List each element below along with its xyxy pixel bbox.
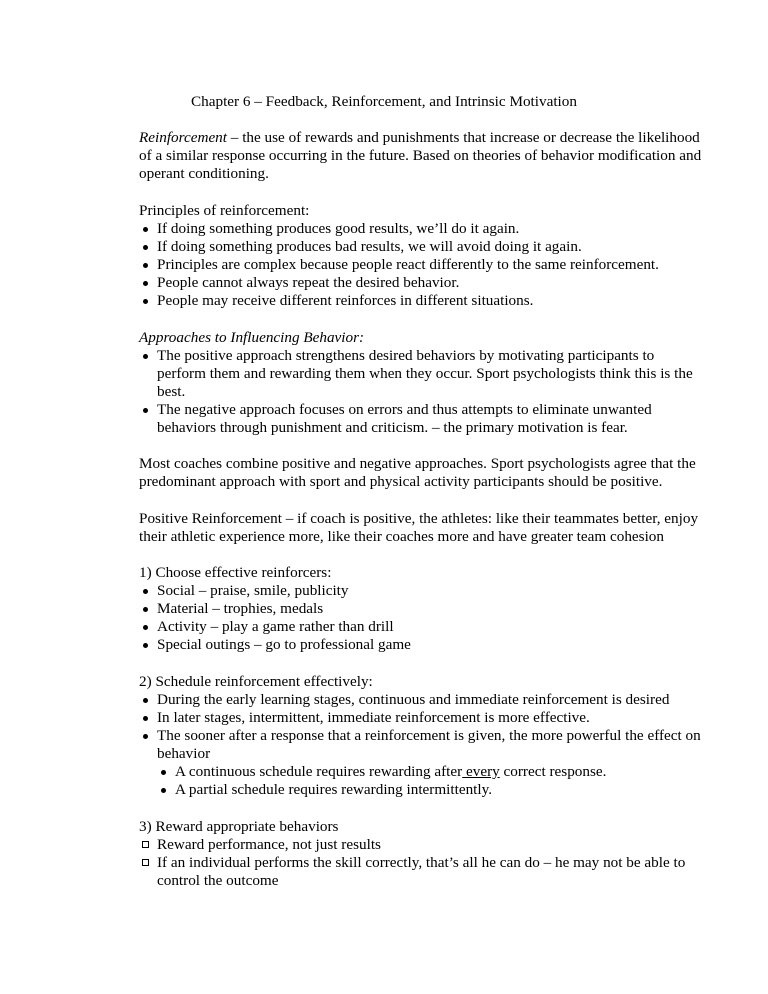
bullet-icon <box>139 709 151 721</box>
reinforcement-term: Reinforcement <box>139 129 227 146</box>
bullet-icon <box>157 763 169 775</box>
bullet-icon <box>139 636 151 648</box>
page-title: Chapter 6 – Feedback, Reinforcement, and Intrinsic Motivation <box>191 93 577 110</box>
combine-paragraph-line-1: Most coaches combine positive and negative approaches. Sport psychologists agree that the <box>139 455 696 472</box>
reinforcement-definition-line-2: of a similar response occurring in the future. Based on theories of behavior modification and <box>139 147 702 164</box>
bullet-icon <box>139 691 151 703</box>
section-2-heading: 2) Schedule reinforcement effectively: <box>139 673 373 690</box>
reinforcement-definition-text: – the use of rewards and punishments that increase or decrease the likelihood <box>227 129 700 146</box>
bullet-icon <box>139 582 151 594</box>
positive-reinforcement-line-1: Positive Reinforcement – if coach is positive, the athletes: like their teammates better, enjoy <box>139 510 699 527</box>
negative-approach-line-1: The negative approach focuses on errors and thus attempts to eliminate unwanted <box>157 401 652 418</box>
positive-reinforcement-line-2: their athletic experience more, like their coaches more and have greater team cohesion <box>139 528 664 545</box>
positive-approach-line-2: perform them and rewarding them when they occur. Sport psychologists think this is the <box>157 365 693 382</box>
bullet-icon <box>139 292 151 304</box>
schedule-item-later: In later stages, intermittent, immediate reinforcement is more effective. <box>157 709 590 726</box>
reinforcement-definition-line-3: operant conditioning. <box>139 165 269 182</box>
bullet-icon <box>139 727 151 739</box>
schedule-item-early: During the early learning stages, continuous and immediate reinforcement is desired <box>157 691 670 708</box>
continuous-schedule-text: A continuous schedule requires rewarding after <box>175 763 463 780</box>
section-3-heading: 3) Reward appropriate behaviors <box>139 818 339 835</box>
reinforcer-item: Material – trophies, medals <box>157 600 324 617</box>
principle-item: People cannot always repeat the desired behavior. <box>157 274 460 291</box>
principle-item: If doing something produces bad results, we will avoid doing it again. <box>157 238 582 255</box>
combine-paragraph-line-2: predominant approach with sport and physical activity participants should be positive. <box>139 473 663 490</box>
reinforcement-definition-line-1 <box>139 129 699 147</box>
negative-approach-line-2: behaviors through punishment and criticism. – the primary motivation is fear. <box>157 419 628 436</box>
continuous-schedule-text-end: correct response. <box>499 763 607 780</box>
bullet-icon <box>139 238 151 250</box>
section-1-heading: 1) Choose effective reinforcers: <box>139 564 332 581</box>
bullet-icon <box>157 781 169 793</box>
checkbox-bullet-icon <box>139 854 151 866</box>
partial-schedule-item: A partial schedule requires rewarding intermittently. <box>175 781 493 798</box>
principle-item: People may receive different reinforces in different situations. <box>157 292 534 309</box>
continuous-schedule-item <box>175 763 735 781</box>
schedule-item-sooner-line-2: behavior <box>157 745 211 762</box>
reward-item-outcome-line-2: control the outcome <box>157 872 279 889</box>
underlined-every: every <box>462 763 500 780</box>
bullet-icon <box>139 618 151 630</box>
bullet-icon <box>139 256 151 268</box>
reward-item-performance: Reward performance, not just results <box>157 836 381 853</box>
bullet-icon <box>139 600 151 612</box>
reinforcer-item: Activity – play a game rather than drill <box>157 618 394 635</box>
reinforcer-item: Social – praise, smile, publicity <box>157 582 349 599</box>
approaches-heading: Approaches to Influencing Behavior: <box>139 329 365 346</box>
reward-item-outcome-line-1: If an individual performs the skill correctly, that’s all he can do – he may not be able to <box>157 854 686 871</box>
bullet-icon <box>139 220 151 232</box>
checkbox-bullet-icon <box>139 836 151 848</box>
principle-item: If doing something produces good results, we’ll do it again. <box>157 220 520 237</box>
principle-item: Principles are complex because people react differently to the same reinforcement. <box>157 256 659 273</box>
principles-heading: Principles of reinforcement: <box>139 202 310 219</box>
schedule-item-sooner-line-1: The sooner after a response that a reinforcement is given, the more powerful the effect on <box>157 727 701 744</box>
positive-approach-line-1: The positive approach strengthens desired behaviors by motivating participants to <box>157 347 655 364</box>
bullet-icon <box>139 401 151 413</box>
bullet-icon <box>139 347 151 359</box>
reinforcer-item: Special outings – go to professional game <box>157 636 411 653</box>
positive-approach-line-3: best. <box>157 383 186 400</box>
bullet-icon <box>139 274 151 286</box>
